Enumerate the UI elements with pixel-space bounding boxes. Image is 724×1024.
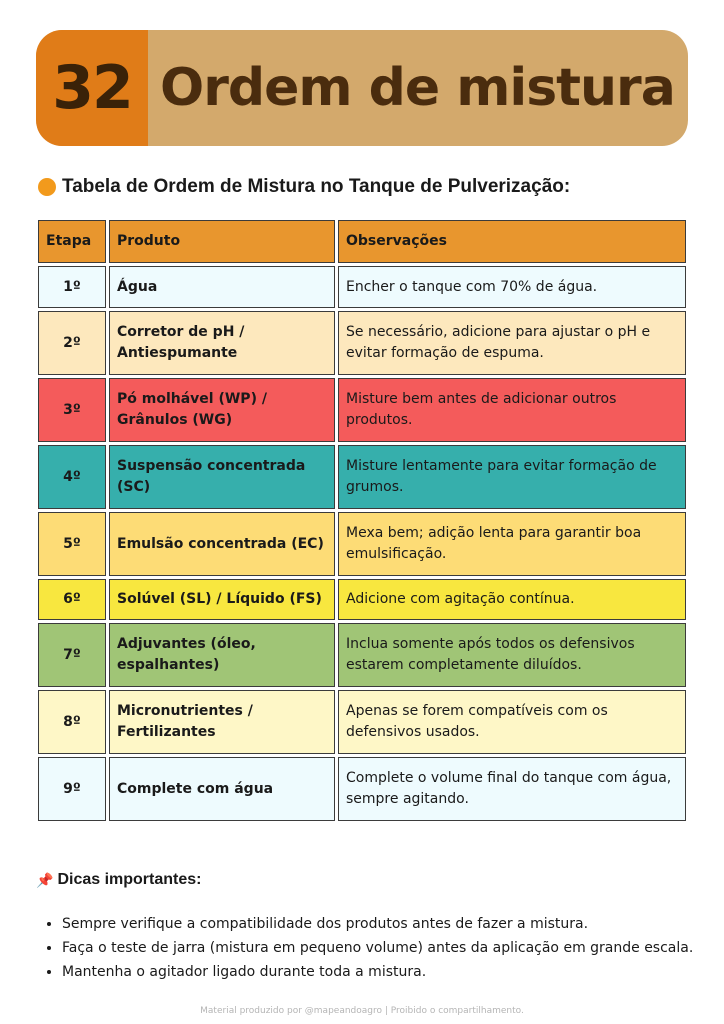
step-cell: 8º xyxy=(38,690,106,754)
product-cell: Micronutrientes / Fertilizantes xyxy=(109,690,335,754)
product-cell: Corretor de pH / Antiespumante xyxy=(109,311,335,375)
observation-cell: Misture lentamente para evitar formação de grumos. xyxy=(338,445,686,509)
tip-item: • Faça o teste de jarra (mistura em pequeno volume) antes da aplicação em grande escala. xyxy=(62,936,693,960)
table-row xyxy=(38,623,686,687)
column-header-produto: Produto xyxy=(109,220,335,263)
step-cell: 9º xyxy=(38,757,106,821)
table-row xyxy=(38,757,686,821)
pushpin-icon: 📌 xyxy=(36,871,54,888)
column-header-etapa: Etapa xyxy=(38,220,106,263)
observation-cell: Misture bem antes de adicionar outros produtos. xyxy=(338,378,686,442)
product-cell: Suspensão concentrada (SC) xyxy=(109,445,335,509)
page-number: 32 xyxy=(36,30,148,146)
product-cell: Emulsão concentrada (EC) xyxy=(109,512,335,576)
observation-cell: Se necessário, adicione para ajustar o pH e evitar formação de espuma. xyxy=(338,311,686,375)
page-header xyxy=(36,30,688,146)
tip-item: • Sempre verifique a compatibilidade dos produtos antes de fazer a mistura. xyxy=(62,912,693,936)
observation-cell: Mexa bem; adição lenta para garantir boa emulsificação. xyxy=(338,512,686,576)
step-cell: 6º xyxy=(38,579,106,620)
product-cell: Pó molhável (WP) / Grânulos (WG) xyxy=(109,378,335,442)
tips-list xyxy=(44,912,693,984)
observation-cell: Encher o tanque com 70% de água. xyxy=(338,266,686,308)
tips-heading-text: Dicas importantes: xyxy=(57,871,202,888)
product-cell: Solúvel (SL) / Líquido (FS) xyxy=(109,579,335,620)
mix-order-table xyxy=(35,217,689,824)
column-header-observacoes: Observações xyxy=(338,220,686,263)
table-header-row xyxy=(38,220,686,263)
step-cell: 2º xyxy=(38,311,106,375)
table-row xyxy=(38,311,686,375)
tips-heading xyxy=(36,871,201,889)
step-cell: 7º xyxy=(38,623,106,687)
step-cell: 1º xyxy=(38,266,106,308)
step-cell: 5º xyxy=(38,512,106,576)
observation-cell: Apenas se forem compatíveis com os defensivos usados. xyxy=(338,690,686,754)
observation-cell: Adicione com agitação contínua. xyxy=(338,579,686,620)
product-cell: Adjuvantes (óleo, espalhantes) xyxy=(109,623,335,687)
footer-credit: Material produzido por @mapeandoagro | Proibido o compartilhamento. xyxy=(200,1006,524,1016)
table-row xyxy=(38,579,686,620)
section-heading xyxy=(38,176,570,198)
page-title: Ordem de mistura xyxy=(160,58,675,118)
observation-cell: Complete o volume final do tanque com água, sempre agitando. xyxy=(338,757,686,821)
step-cell: 3º xyxy=(38,378,106,442)
product-cell: Complete com água xyxy=(109,757,335,821)
step-cell: 4º xyxy=(38,445,106,509)
table-row xyxy=(38,512,686,576)
table-row xyxy=(38,378,686,442)
tip-item: • Mantenha o agitador ligado durante toda a mistura. xyxy=(62,960,693,984)
product-cell: Água xyxy=(109,266,335,308)
observation-cell: Inclua somente após todos os defensivos estarem completamente diluídos. xyxy=(338,623,686,687)
table-row xyxy=(38,690,686,754)
table-row xyxy=(38,445,686,509)
section-heading-text: Tabela de Ordem de Mistura no Tanque de Pulverização: xyxy=(62,176,571,197)
table-row xyxy=(38,266,686,308)
bullet-dot-icon xyxy=(38,178,56,196)
